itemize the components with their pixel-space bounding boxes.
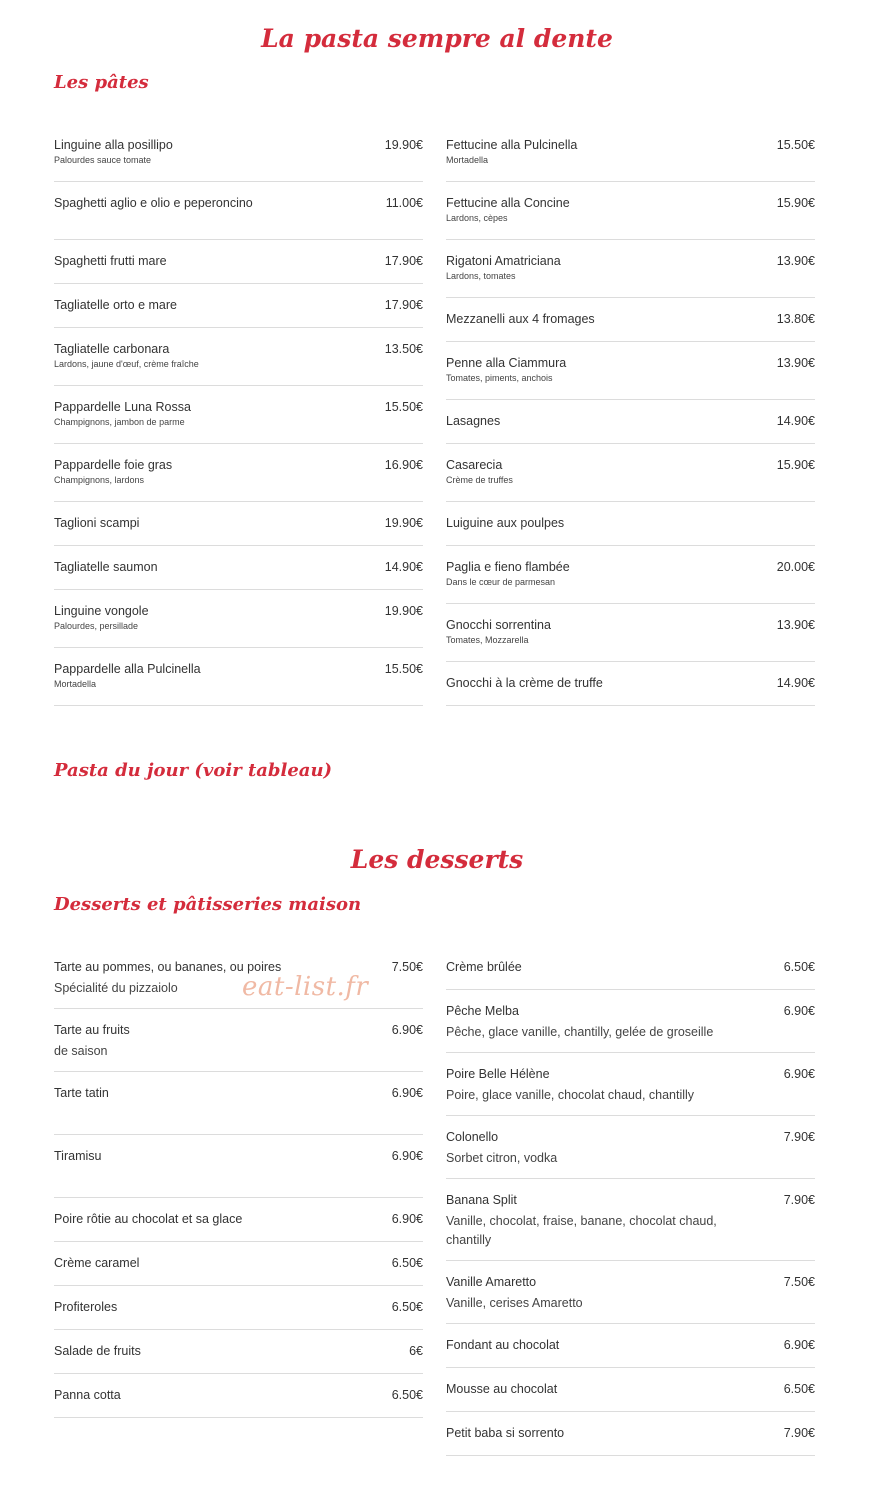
item-name: Lasagnes: [446, 414, 501, 428]
item-name: Tarte au fruits: [54, 1023, 130, 1037]
item-name: Spaghetti frutti mare: [54, 254, 167, 268]
item-price: 7.90€: [783, 1193, 815, 1207]
item-name: Pappardelle Luna Rossa: [54, 400, 191, 414]
menu-item: [446, 1130, 815, 1179]
item-price: 15.90€: [776, 196, 815, 210]
menu-item: [54, 138, 423, 182]
item-name: Linguine alla posillipo: [54, 138, 173, 152]
desserts-section-title: Les desserts: [350, 845, 524, 874]
item-description: Lardons, cèpes: [446, 213, 508, 223]
item-name: Panna cotta: [54, 1388, 121, 1402]
menu-item: [446, 138, 815, 182]
menu-item: [54, 1212, 423, 1242]
desserts-subtitle: Desserts et pâtisseries maison: [54, 894, 362, 915]
item-price: 14.90€: [776, 676, 815, 690]
item-name: Crème caramel: [54, 1256, 140, 1270]
menu-item: [54, 1388, 423, 1418]
menu-item: [446, 1004, 815, 1053]
menu-item: [446, 560, 815, 604]
item-name: Fettucine alla Pulcinella: [446, 138, 578, 152]
pasta-section-title: La pasta sempre al dente: [261, 24, 613, 53]
item-description: Mortadella: [54, 679, 97, 689]
item-description: de saison: [54, 1044, 108, 1058]
item-price: 13.90€: [776, 618, 815, 632]
item-price: 6.50€: [391, 1300, 423, 1314]
menu-item: [54, 1086, 423, 1135]
item-name: Rigatoni Amatriciana: [446, 254, 561, 268]
item-price: 6.90€: [391, 1149, 423, 1163]
item-price: 19.90€: [384, 604, 423, 618]
menu-item: [54, 298, 423, 328]
item-description: Spécialité du pizzaiolo: [54, 981, 178, 995]
item-name: Casarecia: [446, 458, 503, 472]
item-price: 7.50€: [783, 1275, 815, 1289]
item-name: Tagliatelle orto e mare: [54, 298, 177, 312]
menu-item: [446, 1426, 815, 1456]
item-name: Pappardelle foie gras: [54, 458, 173, 472]
item-price: 15.50€: [776, 138, 815, 152]
item-price: 15.90€: [776, 458, 815, 472]
item-price: 16.90€: [384, 458, 423, 472]
menu-item: [54, 516, 423, 546]
item-price: 6.50€: [783, 960, 815, 974]
item-price: 6.90€: [783, 1067, 815, 1081]
item-description: Champignons, lardons: [54, 475, 145, 485]
menu-item: [446, 960, 815, 990]
item-name: Colonello: [446, 1130, 499, 1144]
item-name: Tiramisu: [54, 1149, 102, 1163]
menu-item: [54, 1023, 423, 1072]
item-price: 17.90€: [384, 298, 423, 312]
menu-item: [446, 1193, 815, 1261]
menu-item: [54, 1344, 423, 1374]
item-price: 6.50€: [783, 1382, 815, 1396]
item-name: Penne alla Ciammura: [446, 356, 567, 370]
item-name: Pêche Melba: [446, 1004, 519, 1018]
item-name: Gnocchi sorrentina: [446, 618, 551, 632]
item-name: Mousse au chocolat: [446, 1382, 558, 1396]
menu-item: [54, 1149, 423, 1198]
menu-item: [54, 196, 423, 240]
item-price: 13.80€: [776, 312, 815, 326]
pasta-subtitle: Les pâtes: [54, 72, 149, 93]
menu-item: [54, 662, 423, 706]
menu-item: [54, 1256, 423, 1286]
menu-item: [446, 254, 815, 298]
item-name: Poire Belle Hélène: [446, 1067, 550, 1081]
item-description: Sorbet citron, vodka: [446, 1151, 558, 1165]
item-description: Mortadella: [446, 155, 489, 165]
item-price: 6.90€: [391, 1212, 423, 1226]
watermark: eat-list.fr: [242, 972, 369, 1002]
item-name: Taglioni scampi: [54, 516, 140, 530]
menu-item: [54, 1300, 423, 1330]
item-price: 13.90€: [776, 356, 815, 370]
item-name: Fettucine alla Concine: [446, 196, 570, 210]
item-name: Crème brûlée: [446, 960, 522, 974]
menu-item: [54, 400, 423, 444]
item-price: 20.00€: [776, 560, 815, 574]
item-name: Tagliatelle carbonara: [54, 342, 170, 356]
item-description: Palourdes sauce tomate: [54, 155, 152, 165]
menu-item: [446, 516, 815, 546]
item-price: 13.50€: [384, 342, 423, 356]
item-price: 13.90€: [776, 254, 815, 268]
item-price: 6€: [409, 1344, 423, 1358]
item-price: 6.50€: [391, 1256, 423, 1270]
item-name: Tarte au pommes, ou bananes, ou poires: [54, 960, 282, 974]
item-description: Vanille, chocolat, fraise, banane, chocolat chaud, chantilly: [446, 1214, 717, 1247]
item-price: 6.90€: [783, 1004, 815, 1018]
desserts-right-column: [446, 960, 815, 1456]
item-name: Gnocchi à la crème de truffe: [446, 676, 603, 690]
item-price: 17.90€: [384, 254, 423, 268]
item-description: Vanille, cerises Amaretto: [446, 1296, 583, 1310]
menu-item: [446, 458, 815, 502]
menu-item: [446, 356, 815, 400]
item-description: Crème de truffes: [446, 475, 513, 485]
item-name: Tarte tatin: [54, 1086, 109, 1100]
item-description: Lardons, jaune d'œuf, crème fraîche: [54, 359, 199, 369]
item-price: 14.90€: [384, 560, 423, 574]
item-description: Tomates, Mozzarella: [446, 635, 529, 645]
menu-item: [446, 414, 815, 444]
item-description: Palourdes, persillade: [54, 621, 139, 631]
item-name: Pappardelle alla Pulcinella: [54, 662, 201, 676]
item-description: Lardons, tomates: [446, 271, 516, 281]
item-name: Mezzanelli aux 4 fromages: [446, 312, 595, 326]
menu-item: [54, 254, 423, 284]
item-name: Petit baba si sorrento: [446, 1426, 565, 1440]
item-description: Pêche, glace vanille, chantilly, gelée de groseille: [446, 1025, 714, 1039]
item-price: 6.50€: [391, 1388, 423, 1402]
item-name: Salade de fruits: [54, 1344, 141, 1358]
menu-item: [446, 1067, 815, 1116]
menu-item: [446, 1338, 815, 1368]
item-price: 7.90€: [783, 1130, 815, 1144]
item-price: 6.90€: [783, 1338, 815, 1352]
item-price: 7.50€: [391, 960, 423, 974]
pasta-du-jour: Pasta du jour (voir tableau): [54, 760, 333, 781]
item-price: 7.90€: [783, 1426, 815, 1440]
item-name: Fondant au chocolat: [446, 1338, 560, 1352]
item-price: 6.90€: [391, 1023, 423, 1037]
item-price: 19.90€: [384, 516, 423, 530]
menu-item: [54, 458, 423, 502]
item-name: Poire rôtie au chocolat et sa glace: [54, 1212, 243, 1226]
item-price: 15.50€: [384, 662, 423, 676]
item-price: 15.50€: [384, 400, 423, 414]
menu-item: [446, 676, 815, 706]
menu-item: [54, 342, 423, 386]
item-name: Profiteroles: [54, 1300, 118, 1314]
item-description: Champignons, jambon de parme: [54, 417, 185, 427]
menu-item: [446, 196, 815, 240]
menu-item: [54, 560, 423, 590]
item-name: Tagliatelle saumon: [54, 560, 158, 574]
item-price: 14.90€: [776, 414, 815, 428]
item-description: Dans le cœur de parmesan: [446, 577, 556, 587]
desserts-left-column: [54, 960, 423, 1418]
menu-item: [446, 312, 815, 342]
item-name: Spaghetti aglio e olio e peperoncino: [54, 196, 253, 210]
item-name: Vanille Amaretto: [446, 1275, 537, 1289]
item-name: Luiguine aux poulpes: [446, 516, 565, 530]
item-name: Linguine vongole: [54, 604, 149, 618]
menu-item: [54, 604, 423, 648]
menu-item: [446, 1382, 815, 1412]
item-price: 19.90€: [384, 138, 423, 152]
item-price: 11.00€: [385, 196, 423, 210]
pasta-right-column: [446, 138, 815, 706]
item-name: Banana Split: [446, 1193, 517, 1207]
item-price: 6.90€: [391, 1086, 423, 1100]
item-description: Tomates, piments, anchois: [446, 373, 553, 383]
item-description: Poire, glace vanille, chocolat chaud, chantilly: [446, 1088, 695, 1102]
pasta-left-column: [54, 138, 423, 706]
item-name: Paglia e fieno flambée: [446, 560, 570, 574]
menu-item: [446, 1275, 815, 1324]
menu-item: [446, 618, 815, 662]
